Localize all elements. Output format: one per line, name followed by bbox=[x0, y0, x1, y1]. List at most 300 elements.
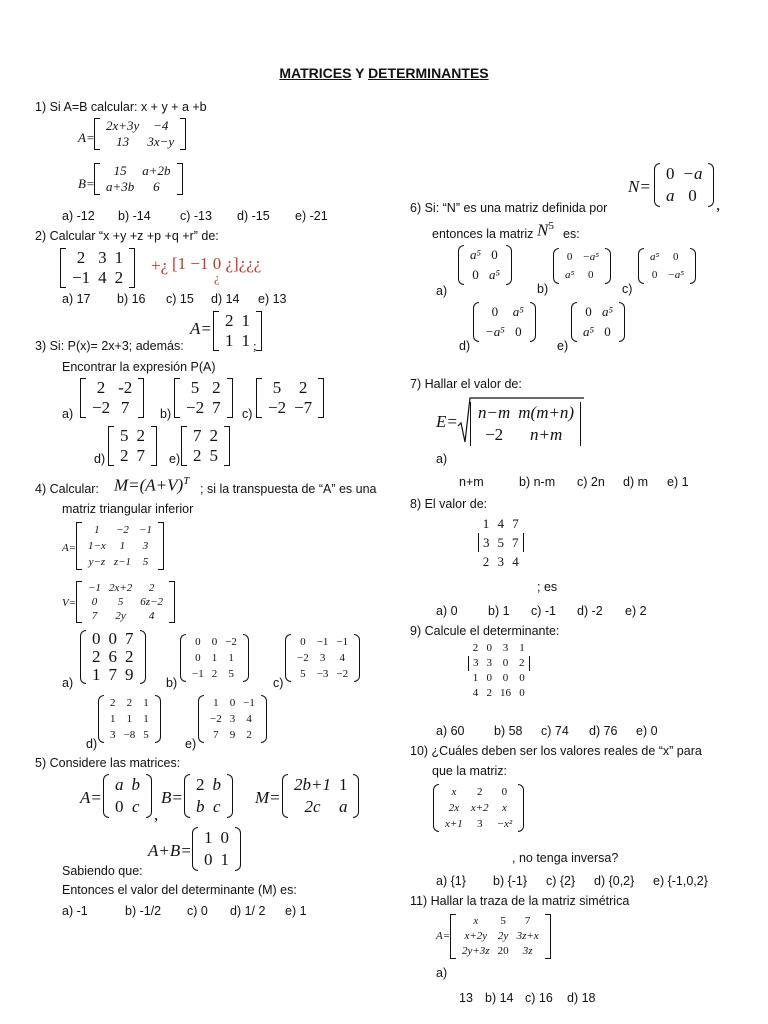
matrix-bracket bbox=[619, 302, 625, 342]
matrix-bracket bbox=[169, 581, 175, 623]
matrix-grid bbox=[182, 378, 225, 418]
q3-matA-suffix: ; bbox=[253, 338, 257, 353]
matrix-bracket bbox=[140, 630, 146, 684]
q3-a-label: a) bbox=[62, 407, 74, 421]
matrix-grid bbox=[192, 774, 225, 818]
q1-option-e: e) -21 bbox=[295, 209, 328, 223]
q11-matA-name: A= bbox=[436, 930, 451, 942]
q6-line2-end: es: bbox=[563, 227, 580, 241]
q6-b-label: b) bbox=[537, 282, 549, 296]
q6-option-e-matrix bbox=[571, 302, 625, 342]
matrix-cell: x bbox=[451, 786, 457, 798]
q9-option-c: c) 74 bbox=[541, 724, 569, 738]
q1-stem: 1) Si A=B calcular: x + y + a +b bbox=[35, 100, 207, 114]
matrix-bracket bbox=[473, 302, 479, 342]
matrix-bracket bbox=[285, 634, 291, 682]
q4-option-b-matrix bbox=[180, 634, 249, 682]
q7-determinant bbox=[470, 402, 582, 446]
q6-a-label: a) bbox=[436, 284, 448, 298]
matrix-grid bbox=[290, 774, 351, 818]
matrix-cell: 1 bbox=[110, 713, 116, 725]
matrix-bracket bbox=[181, 426, 187, 466]
matrix-cell: 2x+3y bbox=[106, 118, 140, 133]
matrix-bracket bbox=[282, 774, 288, 818]
matrix-cell: 7 bbox=[213, 729, 219, 741]
q2-matrix bbox=[60, 248, 135, 288]
matrix-bracket bbox=[256, 311, 262, 351]
matrix-bracket bbox=[103, 774, 109, 818]
matrix-bracket bbox=[60, 248, 66, 288]
matrix-cell: 1 bbox=[143, 697, 149, 709]
matrix-cell: 1 bbox=[94, 524, 100, 536]
matrix-grid bbox=[88, 378, 136, 418]
q7-option-b: b) n-m bbox=[519, 475, 556, 489]
matrix-cell: −2 bbox=[210, 713, 222, 725]
q4-matrix-a bbox=[76, 522, 164, 570]
matrix-bracket bbox=[545, 914, 551, 959]
matrix-cell: 3 bbox=[502, 642, 509, 654]
matrix-cell: a⁵ bbox=[650, 251, 660, 263]
matrix-bracket bbox=[94, 118, 100, 150]
matrix-bracket bbox=[235, 827, 241, 871]
title-part-matrices: MATRICES bbox=[279, 65, 352, 81]
matrix-cell: 3 bbox=[142, 540, 149, 552]
q1-option-b: b) -14 bbox=[118, 209, 151, 223]
q2-option-d: d) 14 bbox=[211, 292, 240, 306]
matrix-bracket bbox=[256, 378, 262, 418]
matrix-cell: −1 bbox=[316, 636, 329, 648]
matrix-cell: −1 bbox=[139, 524, 152, 536]
matrix-cell: 4 bbox=[98, 268, 107, 287]
q3-option-c-matrix bbox=[256, 378, 324, 418]
q6-option-d-matrix bbox=[473, 302, 536, 342]
matrix-cell: 0 bbox=[672, 251, 679, 263]
q10-option-d: d) {0,2} bbox=[594, 874, 635, 888]
q4-stem2: ; si la transpuesta de “A” es una bbox=[200, 482, 377, 496]
matrix-cell: 2 bbox=[196, 775, 205, 794]
matrix-grid bbox=[441, 784, 516, 832]
matrix-cell: 4 bbox=[497, 516, 504, 531]
matrix-cell: −3 bbox=[316, 668, 329, 680]
matrix-cell: 3 bbox=[98, 248, 107, 267]
matrix-cell: 1 bbox=[143, 713, 149, 725]
matrix-grid bbox=[293, 634, 352, 682]
q4-option-c-matrix bbox=[285, 634, 360, 682]
q5-matrix-a bbox=[103, 774, 152, 818]
matrix-cell: 0 bbox=[108, 629, 117, 648]
matrix-cell: 0 bbox=[585, 304, 592, 319]
matrix-cell: 0 bbox=[587, 269, 594, 281]
matrix-cell: 4 bbox=[512, 554, 519, 569]
q4-line2: matriz triangular inferior bbox=[62, 502, 194, 516]
q5-option-c: c) 0 bbox=[187, 904, 208, 918]
q3-line2: Encontrar la expresión P(A) bbox=[62, 360, 216, 374]
q1-matB-name: B= bbox=[78, 176, 95, 191]
matrix-bracket bbox=[605, 248, 611, 284]
q3-d-label: d) bbox=[94, 452, 106, 466]
matrix-cell: 0 bbox=[91, 596, 98, 608]
page-title bbox=[0, 65, 768, 81]
matrix-cell: y−z bbox=[88, 556, 106, 568]
matrix-cell: −4 bbox=[153, 118, 169, 133]
matrix-bracket bbox=[243, 634, 249, 682]
matrix-cell: 2y bbox=[115, 610, 126, 622]
q9-stem: 9) Calcule el determinante: bbox=[410, 624, 560, 638]
matrix-bracket bbox=[224, 426, 230, 466]
q2-option-e: e) 13 bbox=[258, 292, 287, 306]
matrix-bracket bbox=[353, 774, 359, 818]
matrix-cell: n−m bbox=[478, 403, 511, 422]
matrix-grid bbox=[466, 245, 504, 285]
q4-formula: $M=(A+V)^T$ bbox=[114, 475, 190, 495]
q2-tail-plus: +¿ bbox=[151, 256, 169, 275]
matrix-cell: 3 bbox=[497, 554, 504, 569]
matrix-cell: 0 bbox=[220, 828, 229, 847]
q3-option-e-matrix bbox=[181, 426, 230, 466]
matrix-cell: 0 bbox=[502, 657, 509, 669]
matrix-bracket bbox=[553, 248, 559, 284]
q10-tail: , no tenga inversa? bbox=[512, 851, 619, 865]
matrix-bracket bbox=[180, 118, 186, 150]
matrix-cell: −x² bbox=[496, 818, 513, 830]
matrix-bracket bbox=[80, 630, 86, 684]
matrix-cell: 5 bbox=[300, 668, 306, 680]
matrix-cell: 3z bbox=[522, 945, 533, 957]
matrix-grid bbox=[200, 827, 233, 871]
matrix-bracket bbox=[690, 248, 696, 284]
q4-option-e-matrix bbox=[198, 695, 267, 743]
matrix-bracket bbox=[580, 402, 582, 446]
matrix-cell: 5 bbox=[142, 556, 149, 568]
matrix-bracket bbox=[158, 522, 164, 570]
matrix-cell: 2 bbox=[482, 554, 490, 569]
matrix-bracket bbox=[708, 163, 714, 207]
matrix-cell: 2 bbox=[486, 687, 492, 699]
matrix-cell: 3x−y bbox=[147, 134, 175, 149]
matrix-cell: 0 bbox=[502, 672, 509, 684]
q1-matrix-b bbox=[94, 163, 183, 195]
matrix-cell: 2 bbox=[96, 378, 106, 397]
matrix-cell: −2 bbox=[336, 668, 349, 680]
matrix-cell: 0 bbox=[666, 164, 675, 183]
matrix-cell: 2 bbox=[225, 311, 234, 330]
matrix-cell: −1 bbox=[192, 668, 204, 680]
q4-c-label: c) bbox=[273, 676, 284, 690]
q2-option-c: c) 15 bbox=[166, 292, 194, 306]
matrix-cell: 1 bbox=[92, 665, 101, 684]
q5-matM-name: M= bbox=[255, 788, 281, 807]
matrix-cell: 6 bbox=[153, 179, 160, 194]
q5-matrix-b bbox=[184, 774, 233, 818]
matrix-cell: −2 bbox=[268, 398, 287, 417]
matrix-bracket bbox=[571, 302, 577, 342]
matrix-cell: x+2 bbox=[470, 802, 489, 814]
q6-option-b-matrix bbox=[553, 248, 611, 284]
matrix-cell: 5 bbox=[143, 729, 149, 741]
matrix-bracket bbox=[146, 774, 152, 818]
q4-matA-name: A= bbox=[62, 542, 77, 554]
matrix-cell: 2 bbox=[209, 426, 218, 445]
matrix-bracket bbox=[151, 426, 157, 466]
matrix-cell: 1 bbox=[225, 331, 234, 350]
q10-option-a: a) {1} bbox=[436, 874, 466, 888]
matrix-grid bbox=[106, 695, 153, 743]
q8-es: ; es bbox=[537, 580, 558, 594]
matrix-cell: −2 bbox=[92, 398, 111, 417]
matrix-cell: 1 bbox=[519, 642, 525, 654]
q4-option-a-matrix bbox=[80, 630, 146, 684]
matrix-grid bbox=[68, 248, 127, 288]
q5-line-entonces: Entonces el valor del determinante (M) es: bbox=[62, 883, 297, 897]
matrix-cell: 4 bbox=[246, 713, 252, 725]
matrix-cell: 20 bbox=[497, 945, 509, 957]
matrix-cell: 0 bbox=[204, 850, 213, 869]
matrix-cell: −2 bbox=[485, 425, 504, 444]
matrix-grid bbox=[662, 163, 706, 207]
matrix-cell: 1 bbox=[213, 697, 219, 709]
q6-matN-suffix: , bbox=[716, 195, 721, 214]
matrix-cell: 1 bbox=[211, 652, 218, 664]
title-part-y: Y bbox=[351, 65, 369, 81]
matrix-cell: 2 bbox=[211, 668, 218, 680]
matrix-cell: 0 bbox=[491, 247, 498, 262]
matrix-cell: 4 bbox=[339, 652, 346, 664]
q6-matrix-n bbox=[654, 163, 714, 207]
matrix-cell: 0 bbox=[501, 786, 508, 798]
q10-stem: 10) ¿Cuáles deben ser los valores reales de “x” para bbox=[410, 744, 702, 758]
matrix-cell: 7 bbox=[524, 915, 531, 927]
matrix-cell: 3 bbox=[479, 533, 494, 552]
matrix-cell: 1 bbox=[241, 311, 250, 330]
matrix-cell: −1 bbox=[88, 582, 101, 594]
matrix-grid bbox=[88, 630, 138, 684]
matrix-cell: 2 bbox=[110, 697, 116, 709]
matrix-cell: 0 bbox=[211, 636, 218, 648]
matrix-grid bbox=[188, 634, 241, 682]
matrix-cell: −2 bbox=[186, 398, 205, 417]
q7-eq: E= bbox=[436, 412, 458, 431]
q4-stem: 4) Calcular: bbox=[35, 482, 99, 496]
matrix-bracket bbox=[227, 774, 233, 818]
matrix-cell: 0 bbox=[472, 267, 479, 282]
matrix-cell: 2 bbox=[472, 642, 479, 654]
matrix-cell: 7 bbox=[508, 533, 523, 552]
matrix-cell: x+2y bbox=[464, 930, 488, 942]
q7-stem: 7) Hallar el valor de: bbox=[410, 377, 522, 391]
matrix-cell: 7 bbox=[193, 426, 202, 445]
q9-option-b: b) 58 bbox=[494, 724, 523, 738]
matrix-cell: 3 bbox=[469, 656, 483, 671]
matrix-grid bbox=[102, 163, 175, 195]
q1-option-d: d) -15 bbox=[237, 209, 270, 223]
matrix-cell: 2 bbox=[76, 248, 86, 267]
matrix-cell: 2 bbox=[114, 268, 124, 287]
matrix-cell: a+2b bbox=[142, 163, 171, 178]
q11-option-b: b) 14 bbox=[485, 991, 514, 1005]
q6-option-a-matrix bbox=[458, 245, 512, 285]
q5-stem: 5) Considere las matrices: bbox=[35, 756, 181, 770]
matrix-cell: 2 bbox=[136, 426, 145, 445]
matrix-bracket bbox=[433, 784, 439, 832]
matrix-bracket bbox=[354, 634, 360, 682]
matrix-cell: 7 bbox=[108, 665, 117, 684]
q6-c-label: c) bbox=[622, 282, 633, 296]
q5-matA-name: A= bbox=[80, 788, 102, 807]
matrix-cell: 1 bbox=[220, 850, 229, 869]
matrix-cell: x+1 bbox=[445, 818, 463, 830]
q3-option-a-matrix bbox=[80, 378, 144, 418]
matrix-cell: 2 bbox=[246, 729, 252, 741]
q6-matN-name: N= bbox=[628, 177, 651, 196]
matrix-cell: 2 bbox=[193, 446, 202, 465]
matrix-bracket bbox=[129, 248, 135, 288]
matrix-grid bbox=[111, 774, 144, 818]
matrix-cell: 0 bbox=[491, 304, 499, 319]
matrix-cell: 1 bbox=[338, 775, 348, 794]
matrix-cell: 1 bbox=[482, 516, 490, 531]
matrix-cell: 0 bbox=[604, 324, 611, 339]
matrix-cell: z−1 bbox=[113, 556, 132, 568]
q1-option-c: c) -13 bbox=[180, 209, 212, 223]
matrix-cell: a⁵ bbox=[565, 269, 575, 281]
matrix-cell: 0 bbox=[519, 687, 525, 699]
matrix-bracket bbox=[318, 378, 324, 418]
matrix-cell: 2c bbox=[304, 797, 321, 816]
matrix-cell: 2 bbox=[126, 697, 133, 709]
matrix-bracket bbox=[450, 914, 456, 959]
matrix-cell: c bbox=[131, 797, 140, 816]
q5-matB-name: B= bbox=[161, 788, 183, 807]
q11-option-c: c) 16 bbox=[525, 991, 553, 1005]
matrix-cell: 2 bbox=[92, 647, 101, 666]
q6-n5: $N^5$ bbox=[537, 220, 554, 240]
q8-determinant bbox=[474, 514, 526, 571]
q2-tail-mark: ¿ bbox=[214, 270, 220, 285]
matrix-cell: 0 bbox=[195, 652, 201, 664]
matrix-cell: 1 bbox=[119, 540, 126, 552]
matrix-bracket bbox=[184, 774, 190, 818]
matrix-cell: 5 bbox=[228, 668, 234, 680]
q10-option-e: e) {-1,0,2} bbox=[653, 874, 708, 888]
matrix-bracket bbox=[98, 695, 104, 743]
matrix-cell: 1 bbox=[241, 331, 250, 350]
q4-b-label: b) bbox=[166, 676, 178, 690]
matrix-grid bbox=[481, 302, 528, 342]
matrix-cell: 0 bbox=[486, 672, 492, 684]
q10-option-b: b) {-1} bbox=[493, 874, 528, 888]
matrix-grid bbox=[116, 426, 149, 466]
matrix-cell: 7 bbox=[91, 610, 98, 622]
matrix-bracket bbox=[155, 695, 161, 743]
q3-option-b-matrix bbox=[174, 378, 233, 418]
q3-stem: 3) Si: P(x)= 2x+3; además: bbox=[35, 339, 184, 353]
q7-option-a: n+m bbox=[459, 475, 484, 489]
matrix-cell: 0 bbox=[115, 797, 124, 816]
q8-option-c: c) -1 bbox=[531, 604, 556, 618]
matrix-cell: 2x bbox=[448, 802, 460, 814]
matrix-grid bbox=[189, 426, 222, 466]
q5-matrix-sum bbox=[192, 827, 241, 871]
q6-d-label: d) bbox=[459, 339, 471, 353]
matrix-cell: 3 bbox=[476, 818, 483, 830]
matrix-cell: 5 bbox=[272, 378, 282, 397]
matrix-cell: 3 bbox=[229, 713, 236, 725]
matrix-bracket bbox=[518, 784, 524, 832]
matrix-cell: 4 bbox=[472, 687, 479, 699]
matrix-cell: 6z−2 bbox=[140, 596, 163, 608]
q9-determinant bbox=[466, 641, 532, 701]
matrix-cell: 0 bbox=[486, 642, 492, 654]
q3-matA-name: A= bbox=[190, 319, 212, 338]
matrix-bracket bbox=[474, 514, 476, 571]
matrix-cell: 5 bbox=[120, 426, 129, 445]
matrix-cell: 1 bbox=[204, 828, 213, 847]
matrix-cell: 0 bbox=[92, 629, 101, 648]
q5-option-d: d) 1/ 2 bbox=[230, 904, 266, 918]
q7-option-c: c) 2n bbox=[577, 475, 605, 489]
matrix-cell: −a bbox=[682, 164, 703, 183]
matrix-bracket bbox=[76, 581, 82, 623]
matrix-grid bbox=[84, 581, 167, 623]
q4-e-label: e) bbox=[185, 737, 197, 751]
matrix-cell: a⁵ bbox=[470, 247, 482, 262]
matrix-bracket bbox=[261, 695, 267, 743]
q10-option-c: c) {2} bbox=[546, 874, 576, 888]
matrix-cell: 3 bbox=[319, 652, 326, 664]
q5-option-b: b) -1/2 bbox=[125, 904, 162, 918]
q9-option-e: e) 0 bbox=[636, 724, 658, 738]
matrix-cell: a⁵ bbox=[489, 267, 501, 282]
matrix-cell: 16 bbox=[500, 687, 511, 699]
matrix-cell: a⁵ bbox=[602, 304, 614, 319]
matrix-cell: 0 bbox=[515, 324, 522, 339]
matrix-cell: a bbox=[338, 797, 348, 816]
matrix-cell: 3z+x bbox=[516, 930, 539, 942]
matrix-cell: −1 bbox=[336, 636, 349, 648]
matrix-cell: 0 bbox=[566, 251, 573, 263]
matrix-cell: 5 bbox=[190, 378, 200, 397]
matrix-cell: 0 bbox=[229, 697, 236, 709]
matrix-cell: 0 bbox=[300, 636, 306, 648]
matrix-cell: −1 bbox=[243, 697, 255, 709]
q11-option-a: 13 bbox=[459, 991, 473, 1005]
q5-option-e: e) 1 bbox=[285, 904, 307, 918]
q3-option-d-matrix bbox=[108, 426, 157, 466]
matrix-cell: 15 bbox=[113, 163, 127, 178]
q11-option-d: d) 18 bbox=[567, 991, 596, 1005]
q6-option-c-matrix bbox=[638, 248, 696, 284]
matrix-cell: 1−x bbox=[88, 540, 106, 552]
matrix-cell: c bbox=[212, 797, 221, 816]
q7-option-d: d) m bbox=[623, 475, 648, 489]
matrix-grid bbox=[646, 248, 688, 284]
matrix-bracket bbox=[470, 402, 472, 446]
q5-option-a: a) -1 bbox=[62, 904, 88, 918]
matrix-cell: b bbox=[131, 775, 140, 794]
matrix-bracket bbox=[80, 378, 86, 418]
matrix-grid bbox=[264, 378, 316, 418]
matrix-cell: 1 bbox=[126, 713, 133, 725]
matrix-cell: −a⁵ bbox=[667, 269, 685, 281]
matrix-cell: 0 bbox=[195, 636, 201, 648]
q8-option-d: d) -2 bbox=[577, 604, 603, 618]
matrix-cell: 0 bbox=[519, 672, 525, 684]
matrix-cell: 2 bbox=[212, 378, 221, 397]
matrix-cell: x bbox=[473, 915, 479, 927]
matrix-cell: 7 bbox=[512, 516, 519, 531]
matrix-cell: −2 bbox=[115, 524, 129, 536]
matrix-cell: 5 bbox=[117, 596, 124, 608]
